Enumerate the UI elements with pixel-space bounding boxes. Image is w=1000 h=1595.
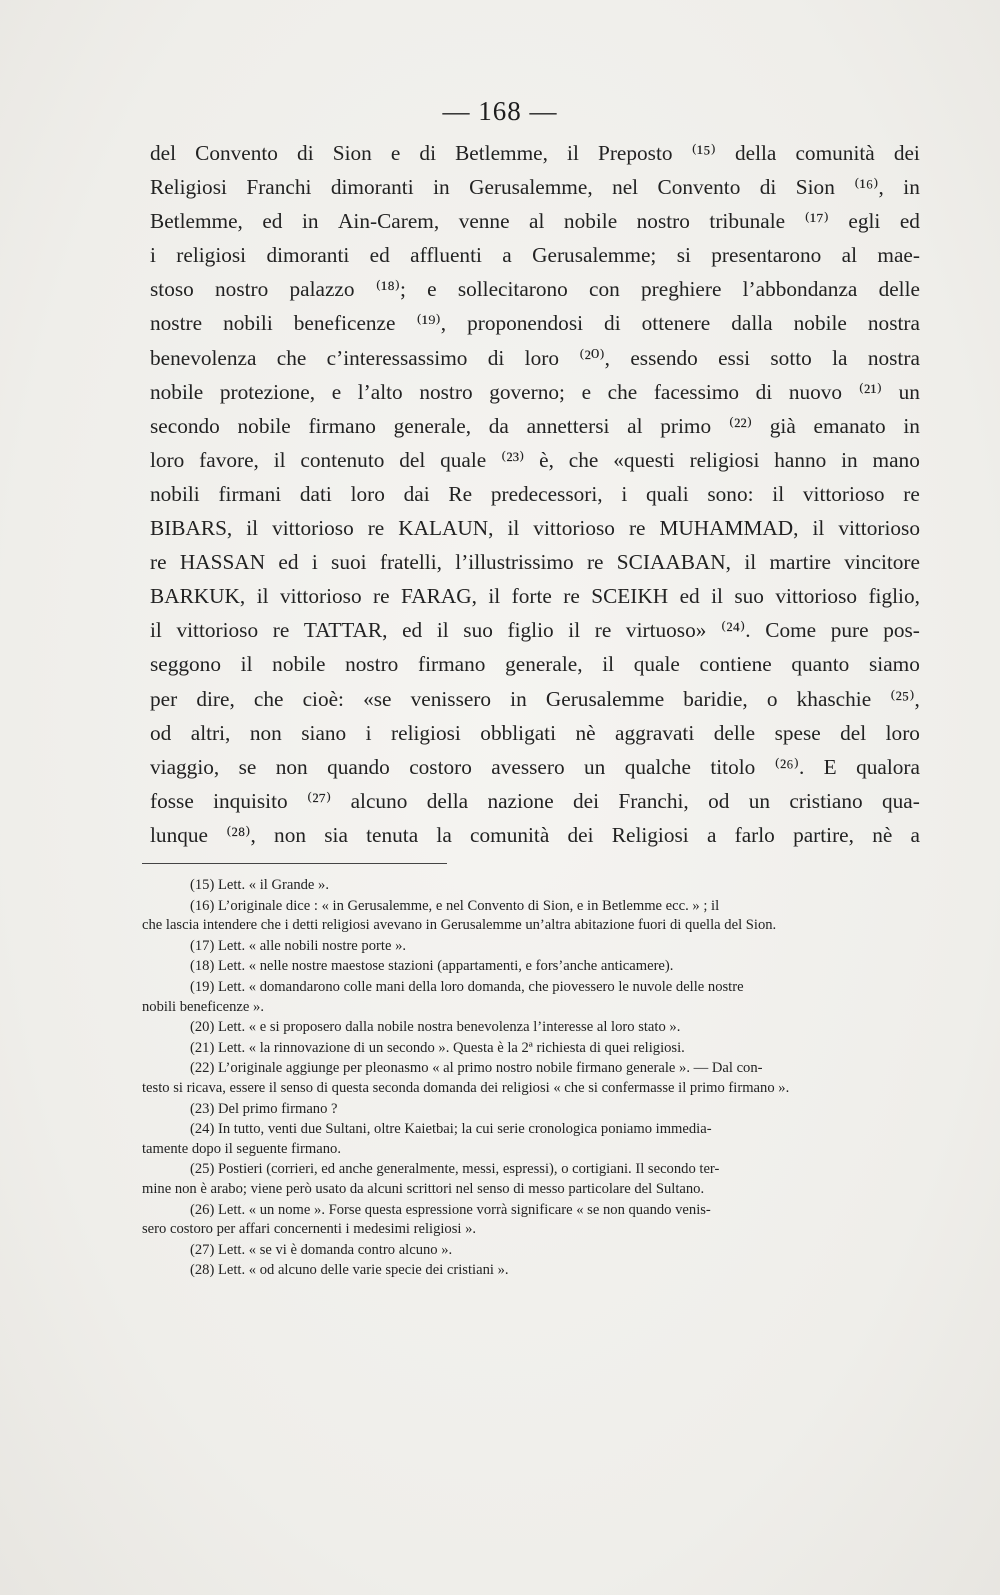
word: nostro bbox=[419, 379, 473, 404]
word: obbligati bbox=[480, 720, 557, 745]
word: vittorioso bbox=[802, 481, 885, 506]
word: re bbox=[563, 584, 580, 609]
word: vittorioso bbox=[279, 584, 362, 609]
word: dire, bbox=[196, 686, 235, 711]
word: figlio, bbox=[868, 584, 920, 609]
word: palazzo bbox=[289, 277, 355, 302]
word: delle bbox=[713, 720, 756, 745]
word: che bbox=[276, 345, 307, 370]
word: delle bbox=[878, 277, 920, 302]
word: mae- bbox=[877, 243, 920, 268]
word: della bbox=[426, 788, 469, 813]
word: dei bbox=[573, 788, 600, 813]
word: firmano bbox=[418, 652, 486, 677]
word: il bbox=[744, 550, 757, 575]
word: ottenere bbox=[641, 311, 711, 336]
word: fosse bbox=[150, 788, 194, 813]
footnote: (27) Lett. « se vi è domanda contro alcuno ». bbox=[190, 1241, 453, 1258]
word: religiosi bbox=[689, 447, 760, 472]
word: pure bbox=[830, 618, 869, 643]
word: qualche bbox=[624, 754, 691, 779]
word: il bbox=[812, 516, 825, 541]
word: Betlemme, bbox=[150, 209, 243, 234]
word: comunità bbox=[470, 822, 550, 847]
word: inquisito bbox=[213, 788, 288, 813]
word: di bbox=[759, 175, 777, 200]
word: un bbox=[748, 788, 770, 813]
word: qua- bbox=[882, 788, 920, 813]
word: ed bbox=[402, 618, 423, 643]
word: la bbox=[436, 822, 452, 847]
text-line bbox=[150, 716, 920, 750]
word: nostro bbox=[636, 209, 690, 234]
word: nostre bbox=[150, 311, 203, 336]
word: sotto bbox=[770, 345, 812, 370]
word: ⁽²⁷⁾ bbox=[307, 788, 332, 813]
word: essi bbox=[718, 345, 751, 370]
text-line bbox=[150, 306, 920, 340]
word: nobile bbox=[563, 209, 618, 234]
word: costoro bbox=[409, 754, 472, 779]
word: vittorioso bbox=[176, 618, 259, 643]
word: in bbox=[903, 175, 920, 200]
word: di bbox=[419, 141, 436, 165]
word: del bbox=[399, 447, 426, 472]
word: ⁽¹⁸⁾; bbox=[375, 277, 406, 302]
text-line bbox=[150, 784, 920, 818]
word: con bbox=[589, 277, 620, 302]
text-line bbox=[150, 272, 920, 306]
word: emanato bbox=[813, 413, 886, 438]
word: tenuta bbox=[366, 822, 419, 847]
footnote: (28) Lett. « od alcuno delle varie specie dei cristiani ». bbox=[190, 1262, 509, 1279]
word: e bbox=[331, 379, 342, 404]
word: quale bbox=[440, 447, 487, 472]
word: il bbox=[772, 481, 785, 506]
word: l’abbondanza bbox=[742, 277, 858, 302]
word: loro bbox=[885, 720, 920, 745]
word: proponendosi bbox=[467, 311, 584, 336]
word: re bbox=[373, 584, 390, 609]
word: «questi bbox=[613, 447, 675, 472]
word: farlo bbox=[734, 822, 775, 847]
word: cioè: bbox=[302, 686, 344, 711]
word: HASSAN bbox=[179, 550, 266, 575]
word: non bbox=[275, 754, 308, 779]
word: aggravati bbox=[615, 720, 695, 745]
word: figlio bbox=[507, 618, 554, 643]
word: di bbox=[755, 379, 773, 404]
word: non bbox=[274, 822, 306, 847]
word: KALAUN, bbox=[398, 516, 494, 541]
footnote: (15) Lett. « il Grande ». bbox=[190, 877, 330, 893]
word: i bbox=[621, 481, 628, 506]
word: contenuto bbox=[300, 447, 385, 472]
word: essendo bbox=[630, 345, 698, 370]
word: ⁽²¹⁾ bbox=[858, 379, 882, 404]
word: il bbox=[711, 584, 723, 609]
word: «se bbox=[363, 686, 392, 711]
word: MUHAMMAD, bbox=[659, 516, 799, 541]
word: Ain-Carem, bbox=[338, 209, 440, 234]
word: il bbox=[150, 618, 162, 643]
word: nobile bbox=[793, 311, 847, 336]
word: vincitore bbox=[844, 550, 920, 575]
word: ⁽¹⁶⁾, bbox=[854, 175, 884, 200]
word: il bbox=[507, 516, 520, 541]
word: nè bbox=[872, 822, 893, 847]
word: a bbox=[706, 822, 717, 847]
word: dalla bbox=[731, 311, 773, 336]
word: nostra bbox=[867, 311, 920, 336]
word: nostra bbox=[867, 345, 920, 370]
word: loro bbox=[524, 345, 559, 370]
word: nostro bbox=[215, 277, 269, 302]
word: BARKUK, bbox=[150, 584, 246, 609]
text-line bbox=[150, 443, 920, 477]
word: l’illustrissimo bbox=[455, 550, 574, 575]
word: loro bbox=[350, 481, 385, 506]
word: facessimo bbox=[653, 379, 739, 404]
word: quando bbox=[327, 754, 390, 779]
word: i bbox=[150, 243, 156, 268]
footnote: (16) L’originale dice : « in Gerusalemme, e nel Convento di Sion, e in Betlemme ecc. » ; il che lascia intendere che i detti religiosi avevano in Gerusalemme un’altra abitazione fuori di quella del Sion. bbox=[142, 897, 777, 934]
word: ⁽²²⁾ bbox=[728, 413, 753, 438]
word: firmano bbox=[308, 413, 376, 438]
word: ed bbox=[679, 584, 700, 609]
word: egli bbox=[848, 209, 881, 234]
word: ⁽¹⁵⁾ bbox=[691, 141, 716, 165]
word: od bbox=[150, 720, 172, 745]
text-line bbox=[150, 375, 920, 409]
word: ⁽²⁵⁾, bbox=[890, 686, 920, 711]
word: di bbox=[604, 311, 621, 336]
word: benevolenza bbox=[150, 345, 257, 370]
word: di bbox=[297, 141, 314, 165]
word: dati bbox=[299, 481, 332, 506]
word: la bbox=[832, 345, 848, 370]
word: che bbox=[568, 447, 599, 472]
word: Gerusalemme; bbox=[532, 243, 657, 268]
word: a bbox=[502, 243, 512, 268]
word: cristiano bbox=[789, 788, 863, 813]
word: SCIAABAN, bbox=[616, 550, 731, 575]
text-line bbox=[150, 579, 920, 613]
word: di bbox=[487, 345, 505, 370]
word: partire, bbox=[793, 822, 854, 847]
word: ed bbox=[262, 209, 283, 234]
word: i bbox=[311, 550, 318, 575]
text-line bbox=[150, 136, 920, 170]
text-line bbox=[150, 170, 920, 204]
word: ⁽²⁸⁾, bbox=[226, 822, 256, 847]
word: al bbox=[529, 209, 545, 234]
word: TATTAR, bbox=[303, 618, 388, 643]
word: fratelli, bbox=[379, 550, 442, 575]
word: mano bbox=[872, 447, 920, 472]
footnote: (24) In tutto, venti due Sultani, oltre Kaietbai; la cui serie cronologica poniamo immedia- tamente dopo il seguente firmano. bbox=[142, 1121, 712, 1157]
word: re bbox=[628, 516, 646, 541]
word: ⁽²⁰⁾, bbox=[579, 345, 611, 370]
word: re bbox=[367, 516, 385, 541]
word: vittorioso bbox=[838, 516, 920, 541]
word: generale, bbox=[505, 652, 583, 677]
word: il bbox=[488, 584, 501, 609]
word: pos- bbox=[883, 618, 920, 643]
word: quali bbox=[646, 481, 689, 506]
word: martire bbox=[769, 550, 831, 575]
word: del bbox=[150, 141, 177, 165]
word: il bbox=[273, 447, 286, 472]
word: un bbox=[584, 754, 606, 779]
word: vittorioso bbox=[272, 516, 354, 541]
word: forte bbox=[511, 584, 552, 609]
word: siamo bbox=[868, 652, 920, 677]
footnote: (26) Lett. « un nome ». Forse questa espressione vorrà significare « se non quando venis- sero costoro per affari concernenti i medesimi religiosi ». bbox=[142, 1201, 711, 1238]
text-line bbox=[150, 409, 920, 443]
word: che bbox=[607, 379, 638, 404]
word: Religiosi bbox=[611, 822, 689, 847]
word: il bbox=[602, 652, 615, 677]
word: annettersi bbox=[526, 413, 610, 438]
word: nè bbox=[575, 720, 596, 745]
word: Gerusalemme, bbox=[469, 175, 593, 200]
footnote: (20) Lett. « e si proposero dalla nobile nostra benevolenza l’interesse al loro stato ». bbox=[190, 1019, 681, 1036]
word: contiene bbox=[699, 652, 772, 677]
word: l’alto bbox=[357, 379, 403, 404]
word: qualora bbox=[856, 754, 920, 779]
word: venissero bbox=[410, 686, 492, 711]
word: re bbox=[594, 618, 612, 643]
word: favore, bbox=[199, 447, 259, 472]
word: nobile bbox=[237, 413, 291, 438]
word: lunque bbox=[150, 822, 208, 847]
word: baridie, bbox=[683, 686, 748, 711]
word: Convento bbox=[657, 175, 741, 200]
word: nobili bbox=[150, 481, 200, 506]
word: un bbox=[898, 379, 920, 404]
word: già bbox=[769, 413, 796, 438]
page-number: — 168 — bbox=[442, 96, 558, 126]
word: Gerusalemme bbox=[545, 686, 665, 711]
word: ed bbox=[899, 209, 920, 234]
word: preghiere bbox=[641, 277, 722, 302]
word: e bbox=[390, 141, 401, 165]
word: loro bbox=[150, 447, 185, 472]
word: alcuno bbox=[350, 788, 408, 813]
text-line bbox=[150, 750, 920, 784]
word: Franchi, bbox=[618, 788, 689, 813]
word: od bbox=[708, 788, 730, 813]
word: si bbox=[676, 243, 691, 268]
footnote: (23) Del primo firmano ? bbox=[190, 1100, 338, 1117]
word: venne bbox=[458, 209, 510, 234]
word: se bbox=[238, 754, 257, 779]
text-line bbox=[150, 204, 920, 238]
word: quanto bbox=[791, 652, 850, 677]
footnote: (18) Lett. « nelle nostre maestose stazioni (appartamenti, e fors’anche anticamere). bbox=[190, 958, 674, 975]
word: governo; bbox=[489, 379, 565, 404]
word: nel bbox=[612, 175, 639, 200]
word: sia bbox=[324, 822, 348, 847]
word: siano bbox=[301, 720, 347, 745]
word: tribunale bbox=[709, 209, 786, 234]
word: nuovo bbox=[788, 379, 843, 404]
word: in bbox=[301, 209, 319, 234]
word: in bbox=[510, 686, 527, 711]
text-line bbox=[150, 238, 920, 272]
text-line bbox=[150, 682, 920, 716]
text-line bbox=[150, 818, 920, 852]
word: dimoranti bbox=[330, 175, 414, 200]
word: ⁽¹⁷⁾ bbox=[804, 209, 829, 234]
word: del bbox=[840, 720, 867, 745]
word: Religiosi bbox=[150, 175, 227, 200]
word: Betlemme, bbox=[455, 141, 548, 165]
word: dimoranti bbox=[266, 243, 350, 268]
word: spese bbox=[774, 720, 821, 745]
word: il bbox=[436, 618, 449, 643]
main-text bbox=[150, 136, 920, 852]
word: in bbox=[841, 447, 858, 472]
word: Convento bbox=[195, 141, 278, 165]
word: della bbox=[735, 141, 777, 165]
word: o bbox=[766, 686, 778, 711]
word: nobili bbox=[223, 311, 273, 336]
word: ⁽²⁴⁾. bbox=[721, 618, 751, 643]
word: religiosi bbox=[176, 243, 247, 268]
word: sollecitarono bbox=[457, 277, 568, 302]
word: il bbox=[246, 516, 259, 541]
word: SCEIKH bbox=[591, 584, 669, 609]
word: nazione bbox=[487, 788, 554, 813]
word: protezione, bbox=[219, 379, 316, 404]
word: hanno bbox=[774, 447, 827, 472]
word: al bbox=[627, 413, 643, 438]
footnotes bbox=[142, 876, 920, 1281]
word: che bbox=[253, 686, 284, 711]
word: affluenti bbox=[410, 243, 482, 268]
text-line bbox=[150, 647, 920, 681]
word: e bbox=[581, 379, 592, 404]
word: al bbox=[841, 243, 858, 268]
word: da bbox=[488, 413, 509, 438]
word: virtuoso» bbox=[625, 618, 707, 643]
word: vittorioso bbox=[775, 584, 858, 609]
word: comunità bbox=[795, 141, 875, 165]
text-line bbox=[150, 477, 920, 511]
word: in bbox=[433, 175, 450, 200]
word: è, bbox=[539, 447, 554, 472]
word: predecessori, bbox=[490, 481, 603, 506]
word: nobile bbox=[150, 379, 204, 404]
word: per bbox=[150, 686, 178, 711]
text-line bbox=[150, 545, 920, 579]
word: nobile bbox=[272, 652, 326, 677]
word: khaschie bbox=[796, 686, 872, 711]
word: re bbox=[272, 618, 290, 643]
word: viaggio, bbox=[150, 754, 220, 779]
word: a bbox=[910, 822, 920, 847]
word: generale, bbox=[393, 413, 472, 438]
word: ed bbox=[278, 550, 299, 575]
word: Come bbox=[765, 618, 817, 643]
word: nostro bbox=[345, 652, 399, 677]
word: presentarono bbox=[711, 243, 822, 268]
word: vittorioso bbox=[533, 516, 615, 541]
word: quale bbox=[633, 652, 680, 677]
footnote: (17) Lett. « alle nobili nostre porte ». bbox=[190, 937, 407, 954]
word: il bbox=[240, 652, 253, 677]
word: secondo bbox=[150, 413, 220, 438]
word: non bbox=[249, 720, 282, 745]
word: suo bbox=[463, 618, 493, 643]
word: BIBARS, bbox=[150, 516, 233, 541]
text-line bbox=[150, 511, 920, 545]
word: avessero bbox=[491, 754, 565, 779]
word: in bbox=[903, 413, 920, 438]
word: primo bbox=[660, 413, 712, 438]
word: ed bbox=[369, 243, 390, 268]
word: E bbox=[823, 754, 837, 779]
word: beneficenze bbox=[293, 311, 396, 336]
word: il bbox=[567, 141, 579, 165]
word: suoi bbox=[331, 550, 367, 575]
word: firmani bbox=[218, 481, 282, 506]
footnote: (21) Lett. « la rinnovazione di un secondo ». Questa è la 2ª richiesta di quei religiosi. bbox=[190, 1039, 685, 1056]
word: religiosi bbox=[391, 720, 461, 745]
footnote: (19) Lett. « domandarono colle mani della loro domanda, che piovessero le nuvole delle nostre nobili beneficenze ». bbox=[142, 978, 744, 1015]
footnote: (22) L’originale aggiunge per pleonasmo « al primo nostro nobile firmano generale ». — Dal con- testo si ricava, essere il senso di questa seconda domanda dei religiosi « che si confermasse il primo firmano ». bbox=[142, 1060, 790, 1096]
word: dai bbox=[403, 481, 430, 506]
word: Sion bbox=[795, 175, 835, 200]
word: Franchi bbox=[246, 175, 312, 200]
word: suo bbox=[734, 584, 764, 609]
word: stoso bbox=[150, 277, 194, 302]
word: re bbox=[586, 550, 604, 575]
word: ⁽²³⁾ bbox=[501, 447, 525, 472]
word: re bbox=[150, 550, 167, 575]
word: dei bbox=[893, 141, 920, 165]
word: e bbox=[427, 277, 437, 302]
word: i bbox=[365, 720, 372, 745]
word: ⁽²⁶⁾. bbox=[774, 754, 805, 779]
word: Re bbox=[448, 481, 473, 506]
word: il bbox=[568, 618, 581, 643]
word: ⁽¹⁹⁾, bbox=[416, 311, 447, 336]
word: seggono bbox=[150, 652, 221, 677]
footnote: (25) Postieri (corrieri, ed anche generalmente, messi, espressi), o cortigiani. Il secondo ter- mine non è arabo; viene però usato da alcuni scrittori nel senso di messo particolare del Sultano. bbox=[142, 1161, 720, 1197]
word: re bbox=[903, 481, 920, 506]
word: altri, bbox=[190, 720, 231, 745]
word: c’interessassimo bbox=[326, 345, 468, 370]
word: FARAG, bbox=[401, 584, 477, 609]
word: titolo bbox=[710, 754, 756, 779]
footnote-divider bbox=[142, 863, 447, 864]
word: sono: bbox=[707, 481, 754, 506]
text-line bbox=[150, 613, 920, 647]
text-line bbox=[150, 341, 920, 375]
word: Sion bbox=[332, 141, 372, 165]
word: il bbox=[256, 584, 269, 609]
word: dei bbox=[567, 822, 594, 847]
word: Preposto bbox=[597, 141, 673, 165]
